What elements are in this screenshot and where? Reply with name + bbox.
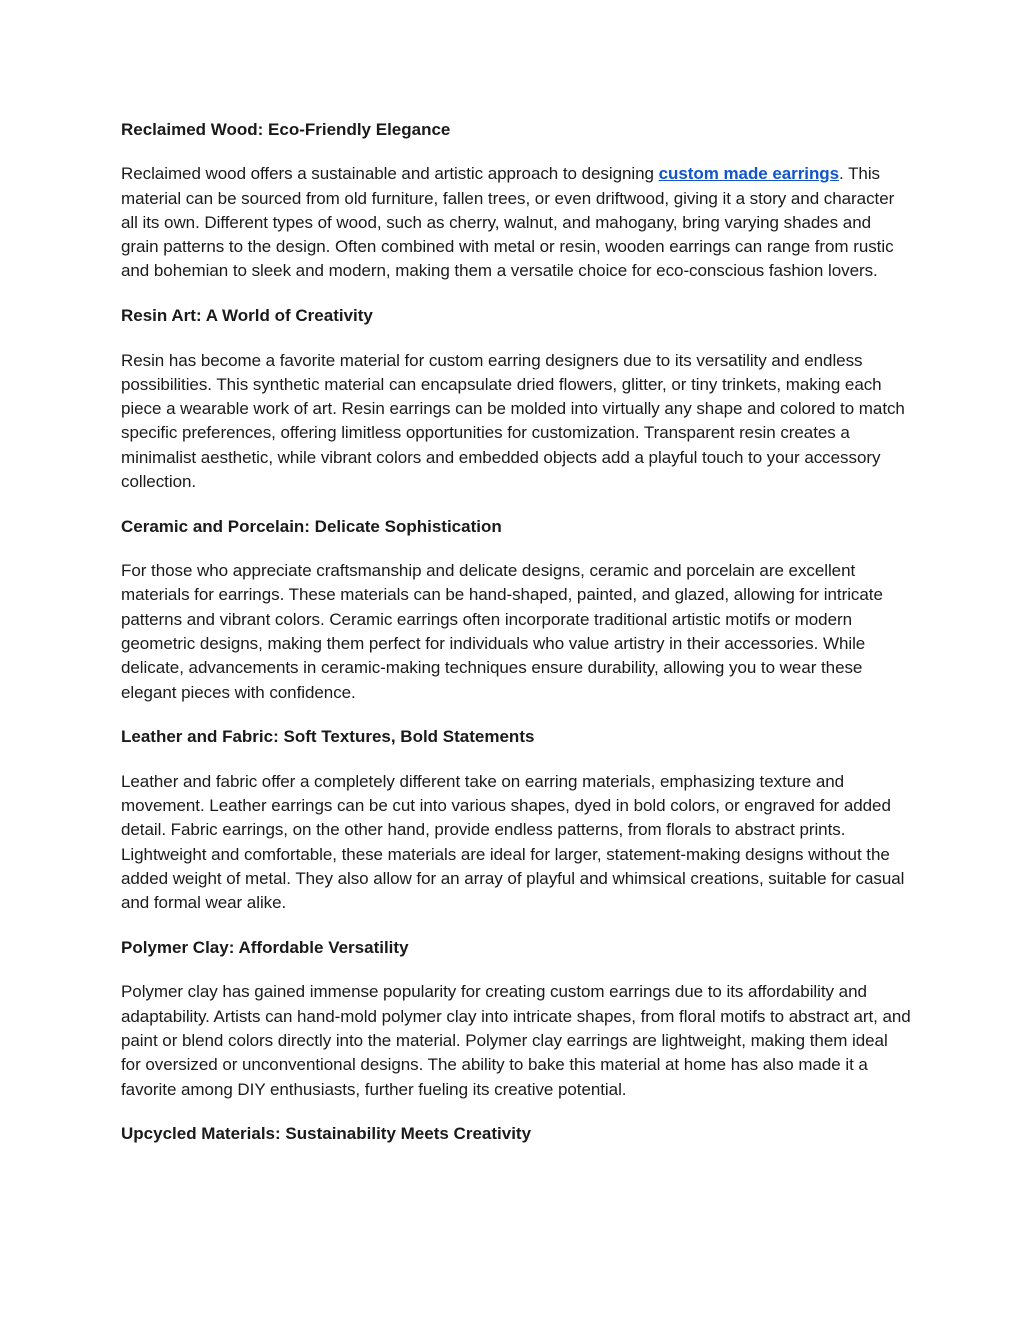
document-page [121,118,911,1167]
paragraph-polymer-clay: Polymer clay has gained immense popularity for creating custom earrings due to its affordability and adaptability. Artists can hand-mold polymer clay into intricate shapes, from floral motifs to abstract art, and paint or blend colors directly into the material. Polymer clay earrings are lightweight, making them ideal for oversized or unconventional designs. The ability to bake this material at home has also made it a favorite among DIY enthusiasts, further fueling its creative potential. [121,982,911,1099]
heading-polymer-clay: Polymer Clay: Affordable Versatility [121,938,409,958]
heading-leather-fabric: Leather and Fabric: Soft Textures, Bold Statements [121,727,535,747]
heading-ceramic-porcelain: Ceramic and Porcelain: Delicate Sophistication [121,516,502,536]
paragraph-text: . This material can be sourced from old furniture, fallen trees, or even driftwood, giving it a story and character all its own. Different types of wood, such as cherry, walnut, and mahogany, bring varying shades and grain patterns to the design. Often combined with metal or resin, wooden earrings can range from rustic and bohemian to sleek and modern, making them a versatile choice for eco-conscious fashion lovers. [121,164,895,281]
custom-made-earrings-link[interactable]: custom made earrings [658,164,840,184]
paragraph-reclaimed-wood [121,162,911,283]
heading-resin-art: Resin Art: A World of Creativity [121,306,373,326]
paragraph-text: Reclaimed wood offers a sustainable and artistic approach to designing [121,164,659,184]
paragraph-resin-art: Resin has become a favorite material for custom earring designers due to its versatility and endless possibilities. This synthetic material can encapsulate dried flowers, glitter, or tiny trinkets, making each piece a wearable work of art. Resin earrings can be molded into virtually any shape and colored to match specific preferences, offering limitless opportunities for customization. Transparent resin creates a minimalist aesthetic, while vibrant colors and embedded objects add a playful touch to your accessory collection. [121,350,905,492]
heading-upcycled-materials: Upcycled Materials: Sustainability Meets Creativity [121,1124,532,1144]
heading-reclaimed-wood: Reclaimed Wood: Eco-Friendly Elegance [121,120,451,139]
paragraph-leather-fabric: Leather and fabric offer a completely different take on earring materials, emphasizing texture and movement. Leather earrings can be cut into various shapes, dyed in bold colors, or engraved for added detail. Fabric earrings, on the other hand, provide endless patterns, from florals to abstract prints. Lightweight and comfortable, these materials are ideal for larger, statement-making designs without the added weight of metal. They also allow for an array of playful and whimsical creations, suitable for casual and formal wear alike. [121,771,905,913]
paragraph-ceramic-porcelain: For those who appreciate craftsmanship and delicate designs, ceramic and porcelain are excellent materials for earrings. These materials can be hand-shaped, painted, and glazed, allowing for intricate patterns and vibrant colors. Ceramic earrings often incorporate traditional artistic motifs or modern geometric designs, making them perfect for individuals who value artistry in their accessories. While delicate, advancements in ceramic-making techniques ensure durability, allowing you to wear these elegant pieces with confidence. [121,561,883,702]
